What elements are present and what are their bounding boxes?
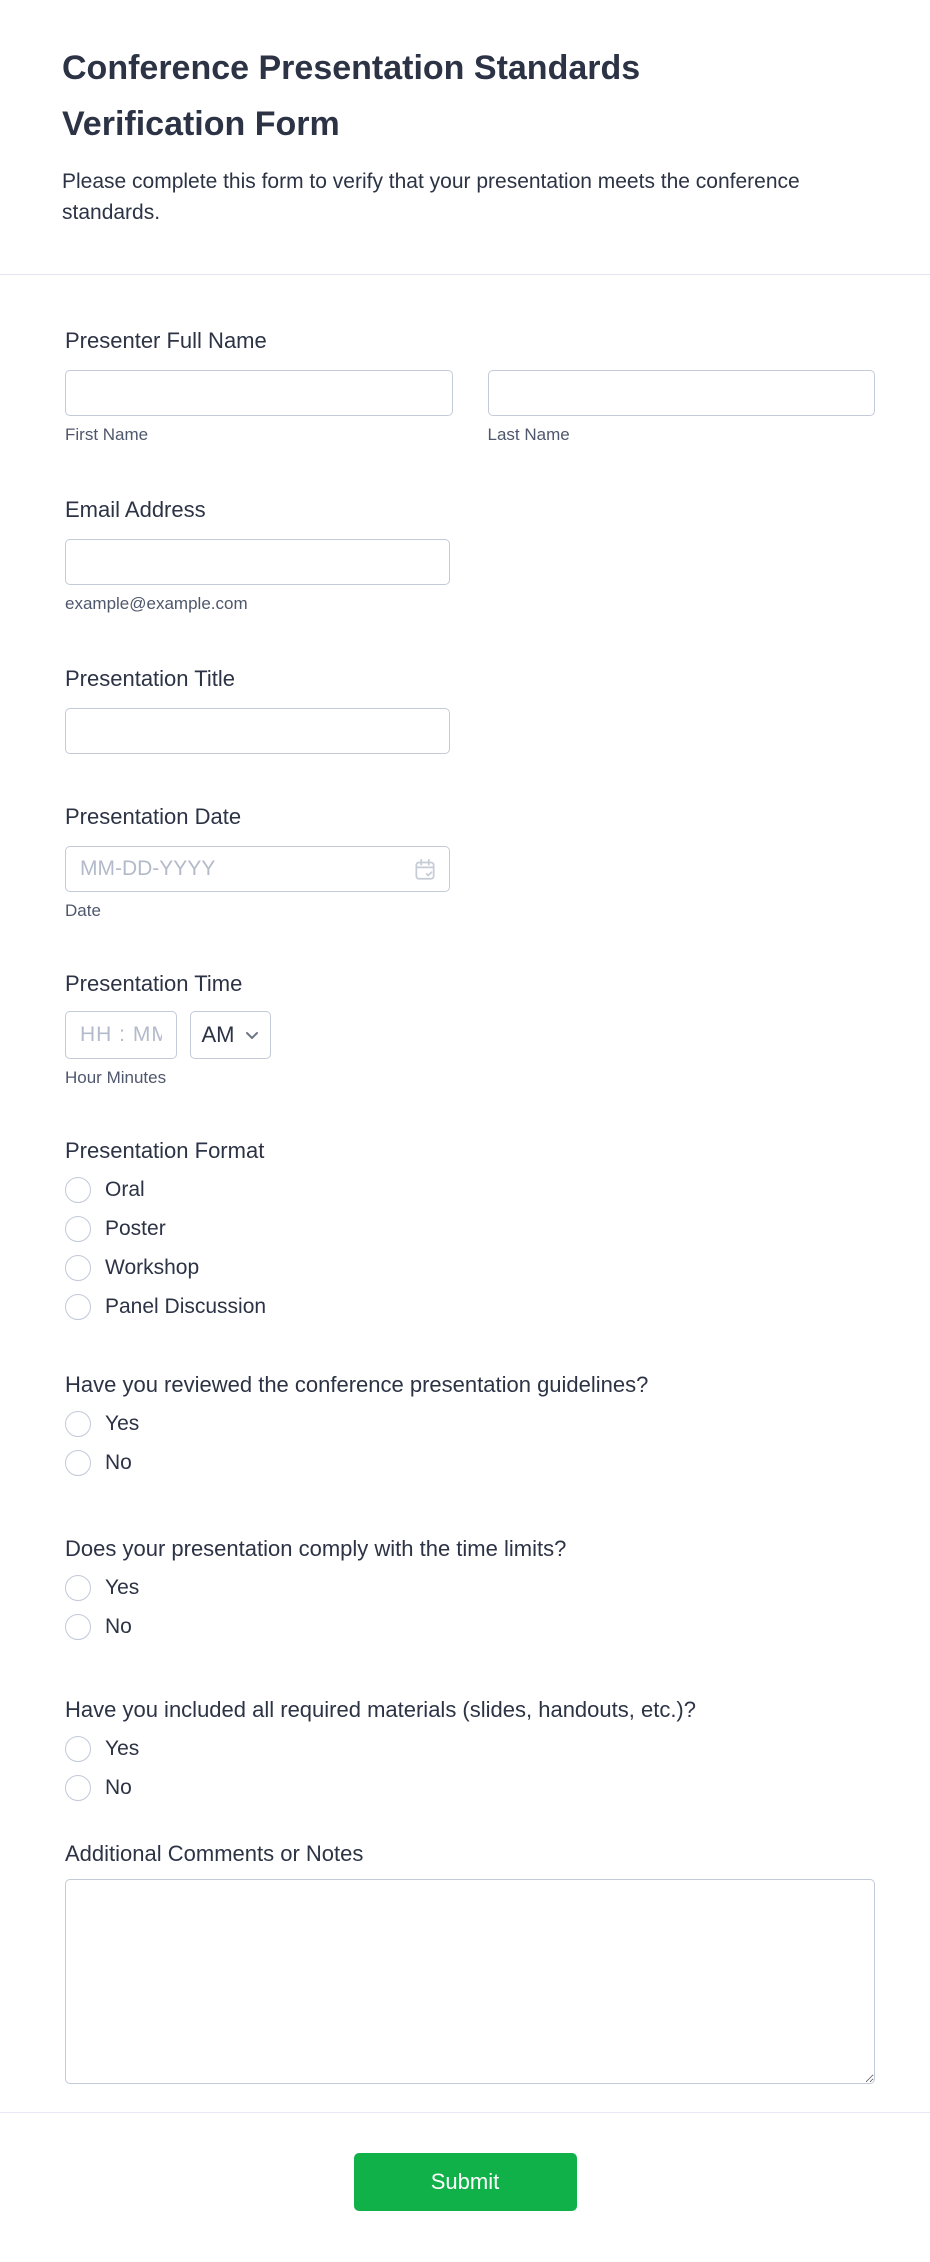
materials-option-no[interactable] [65,1775,875,1801]
field-presentation-date [65,804,875,921]
page-title: Conference Presentation Standards Verification Form [62,49,641,143]
time-field[interactable] [65,1011,177,1059]
form-subtitle: Please complete this form to verify that your presentation meets the conference standards. [62,170,800,224]
radio-option-label[interactable]: Yes [105,1737,140,1760]
guidelines-question-label: Have you reviewed the conference presentation guidelines? [65,1372,649,1397]
radio-icon[interactable] [65,1216,91,1242]
guidelines-radio-group [65,1411,875,1476]
field-time-limits-question [65,1536,875,1640]
email-label: Email Address [65,497,206,522]
submit-button[interactable]: Submit [354,2153,577,2211]
time-limits-option-no[interactable] [65,1614,875,1640]
first-name-field[interactable] [65,370,453,416]
guidelines-option-yes[interactable] [65,1411,875,1437]
radio-option-label[interactable]: Workshop [105,1256,200,1279]
presenter-name-label: Presenter Full Name [65,328,267,353]
last-name-sublabel: Last Name [487,425,570,444]
field-presentation-time [65,971,875,1088]
radio-icon[interactable] [65,1411,91,1437]
last-name-col [488,370,876,445]
radio-option-label[interactable]: No [105,1776,132,1799]
time-limits-option-yes[interactable] [65,1575,875,1601]
calendar-icon[interactable] [412,856,438,882]
name-row [65,370,875,445]
comments-label: Additional Comments or Notes [65,1841,364,1866]
presentation-date-label: Presentation Date [65,804,242,829]
field-email [65,497,875,614]
radio-option-label[interactable]: No [105,1615,132,1638]
format-option-poster[interactable] [65,1216,875,1242]
format-option-workshop[interactable] [65,1255,875,1281]
field-comments [65,1841,875,2084]
radio-icon[interactable] [65,1575,91,1601]
radio-icon[interactable] [65,1177,91,1203]
radio-option-label[interactable]: Panel Discussion [105,1295,267,1318]
radio-icon[interactable] [65,1255,91,1281]
date-input-wrap [65,846,450,892]
radio-option-label[interactable]: Yes [105,1576,140,1599]
comments-textarea[interactable] [65,1879,875,2084]
time-limits-radio-group [65,1575,875,1640]
radio-icon[interactable] [65,1450,91,1476]
presentation-title-field[interactable] [65,708,450,754]
last-name-field[interactable] [488,370,876,416]
materials-option-yes[interactable] [65,1736,875,1762]
materials-question-label: Have you included all required materials (slides, handouts, etc.)? [65,1697,696,1722]
time-limits-question-label: Does your presentation comply with the time limits? [65,1536,567,1561]
radio-icon[interactable] [65,1294,91,1320]
form-header [0,0,930,274]
radio-option-label[interactable]: Poster [105,1217,166,1240]
materials-radio-group [65,1736,875,1801]
date-field[interactable] [65,846,450,892]
first-name-sublabel: First Name [65,425,149,444]
radio-icon[interactable] [65,1775,91,1801]
field-presentation-format [65,1138,875,1320]
radio-option-label[interactable]: Oral [105,1178,145,1201]
time-sublabel: Hour Minutes [65,1068,167,1087]
field-guidelines-question [65,1372,875,1476]
form-body [0,328,930,2084]
presentation-format-label: Presentation Format [65,1138,265,1163]
chevron-down-icon [244,1027,260,1043]
field-presentation-title [65,666,875,754]
format-radio-group [65,1177,875,1320]
first-name-col [65,370,453,445]
format-option-panel-discussion[interactable] [65,1294,875,1320]
date-sublabel: Date [65,901,101,920]
presentation-time-label: Presentation Time [65,971,243,996]
radio-option-label[interactable]: Yes [105,1412,140,1435]
radio-icon[interactable] [65,1614,91,1640]
meridiem-select[interactable] [190,1011,271,1059]
guidelines-option-no[interactable] [65,1450,875,1476]
email-sublabel: example@example.com [65,594,248,613]
radio-icon[interactable] [65,1736,91,1762]
radio-option-label[interactable]: No [105,1451,132,1474]
presentation-title-label: Presentation Title [65,666,235,691]
submit-area [0,2113,930,2262]
email-field[interactable] [65,539,450,585]
field-presenter-name [65,328,875,445]
meridiem-value: AM [201,1022,235,1047]
field-materials-question [65,1697,875,1801]
header-divider [0,274,930,275]
format-option-oral[interactable] [65,1177,875,1203]
time-row [65,1011,875,1059]
